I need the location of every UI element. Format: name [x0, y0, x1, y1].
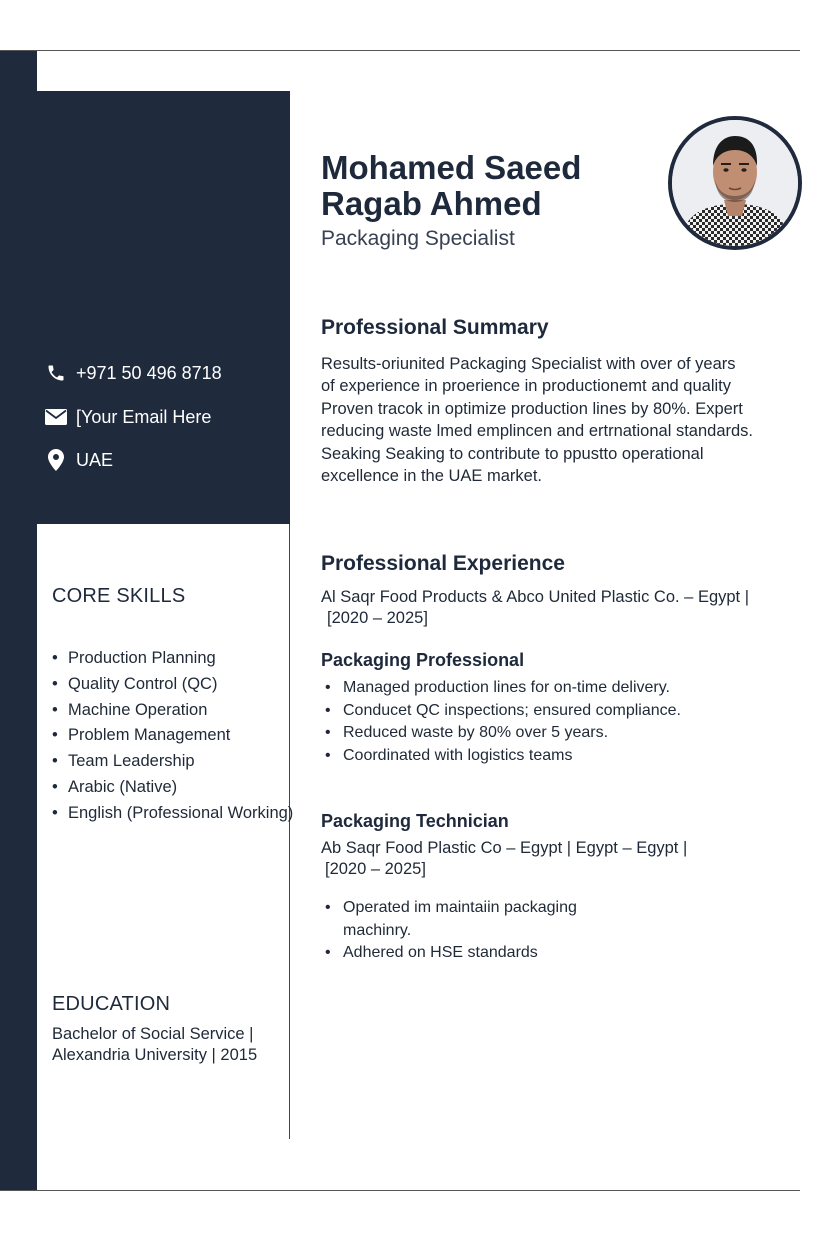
top-rule [0, 50, 800, 51]
summary-heading: Professional Summary [321, 316, 549, 339]
contact-email [44, 405, 211, 429]
summary-line: of experience in proerience in productionemt and quality [321, 377, 732, 396]
email-text: [Your Email Here [76, 406, 212, 427]
job-2-bullet: • Adhered on HSE standards [325, 942, 577, 965]
column-divider [289, 524, 290, 1139]
summary-line: Results-oriunited Packaging Specialist with over of years [321, 355, 736, 373]
location-text: UAE [76, 449, 114, 470]
summary-line: Proven tracok in optimize production lines by 80%. Expert [321, 399, 743, 418]
contact-phone [44, 361, 222, 385]
job-1-bullet: • Managed production lines for on-time delivery. [325, 677, 681, 700]
job-2-company-line: Ab Saqr Food Plastic Co – Egypt | Egypt – Egypt | [321, 839, 688, 857]
job-1-bullet: • Conducet QC inspections; ensured compliance. [325, 700, 681, 723]
core-skills-list [52, 646, 293, 827]
education-degree: Bachelor of Social Service | [52, 1025, 254, 1043]
summary-paragraph [321, 353, 791, 487]
core-skills-heading: CORE SKILLS [52, 585, 186, 607]
job-1-title: Packaging Professional [321, 650, 525, 670]
education-heading: EDUCATION [52, 993, 171, 1015]
email-icon [44, 405, 68, 429]
contact-location [44, 448, 113, 472]
avatar-icon [672, 120, 798, 246]
experience-heading: Professional Experience [321, 552, 565, 575]
summary-line: Seaking Seaking to contribute to ppustto operational [321, 444, 704, 463]
name-line-1: Mohamed Saeed [321, 149, 582, 186]
summary-line: reducing waste lmed emplincen and ertrnational standards. [321, 422, 753, 441]
job-2-bullet: • Operated im maintaiin packaging [325, 897, 577, 920]
job-1-company-line: Al Saqr Food Products & Abco United Plastic Co. – Egypt | [321, 588, 750, 606]
job-title: Packaging Specialist [321, 227, 515, 250]
job-2-bullet-continuation: machinry. [343, 921, 412, 939]
job-2-dates: [2020 – 2025] [325, 860, 426, 878]
job-1-bullets [325, 677, 681, 767]
side-strip [0, 51, 37, 1190]
profile-photo [668, 116, 802, 250]
phone-text: +971 50 496 8718 [76, 362, 222, 383]
job-1-company [321, 587, 749, 629]
education-text [52, 1024, 257, 1066]
summary-line: excellence in the UAE market. [321, 467, 543, 486]
job-2-bullets [325, 897, 577, 965]
skill-item: • Team Leadership [52, 749, 293, 775]
skill-item: • Production Planning [52, 646, 293, 672]
name-line-2: Ragab Ahmed [321, 185, 542, 222]
job-1-bullet: • Reduced waste by 80% over 5 years. [325, 722, 681, 745]
bottom-rule [0, 1190, 800, 1191]
phone-icon [44, 361, 68, 385]
skill-item: • Machine Operation [52, 698, 293, 724]
skill-item: • Quality Control (QC) [52, 672, 293, 698]
candidate-name [321, 150, 581, 222]
skill-item: • English (Professional Working) [52, 801, 293, 827]
education-school: Alexandria University | 2015 [52, 1046, 258, 1064]
job-1-bullet: • Coordinated with logistics teams [325, 745, 681, 768]
location-pin-icon [44, 448, 68, 472]
job-2-company [321, 838, 687, 880]
skill-item: • Arabic (Native) [52, 775, 293, 801]
skill-item: • Problem Management [52, 723, 293, 749]
job-1-dates: [2020 – 2025] [327, 609, 428, 627]
job-2-title: Packaging Technician [321, 811, 509, 831]
